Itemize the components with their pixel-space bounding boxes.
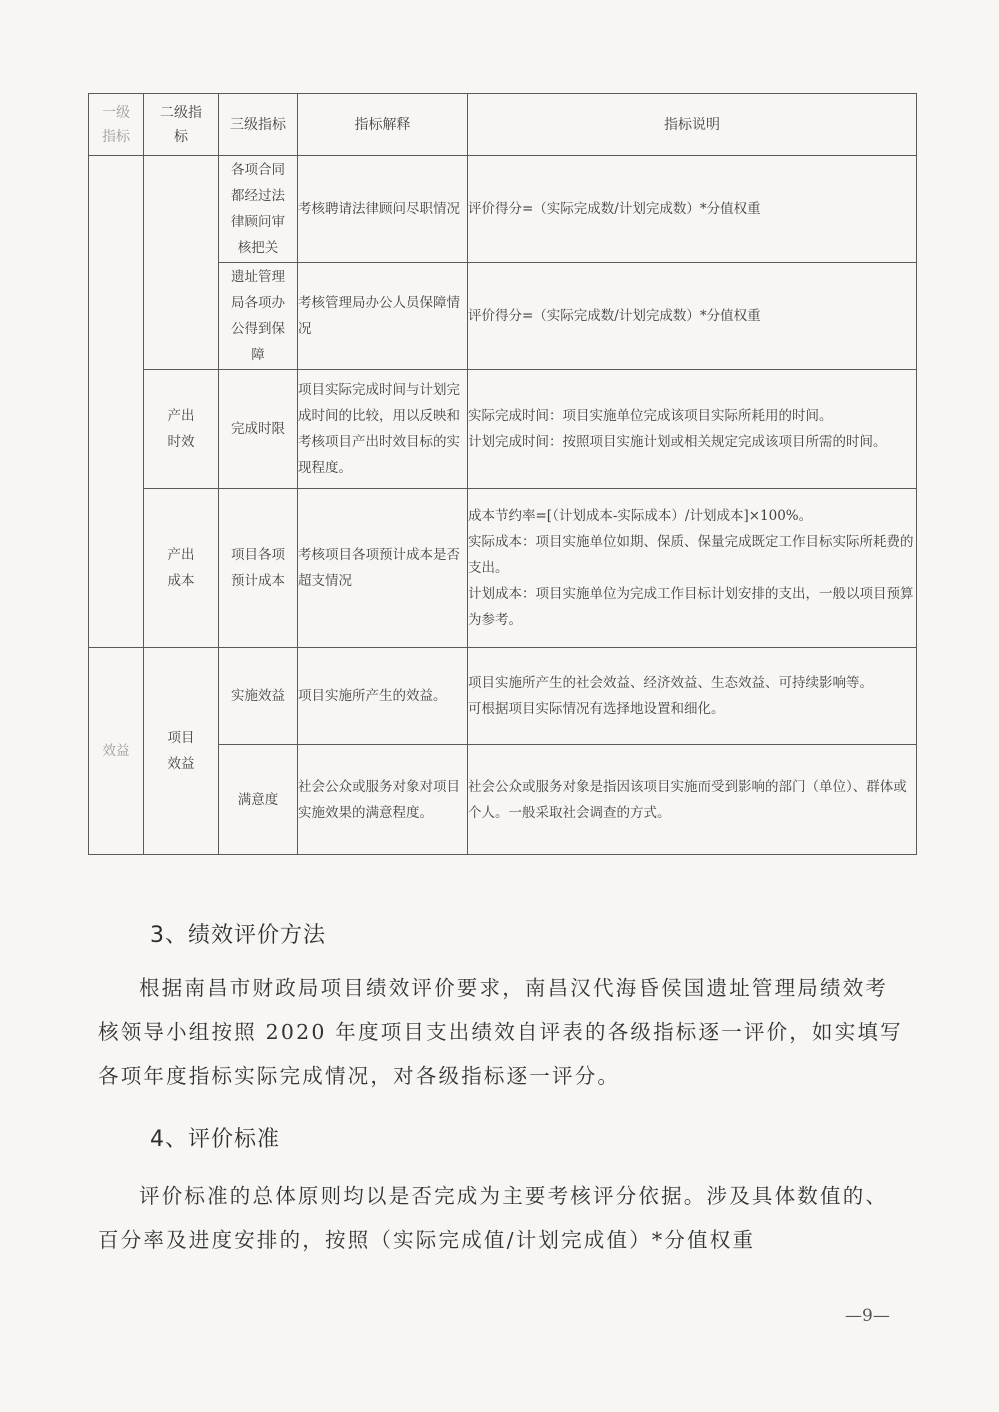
explanation-cell: 社会公众或服务对象对项目实施效果的满意程度。 [298,745,468,855]
header-description: 指标说明 [468,94,917,156]
header-level3: 三级指标 [219,94,298,156]
header-explanation: 指标解释 [298,94,468,156]
explanation-cell: 考核管理局办公人员保障情况 [298,263,468,370]
page-number: —9— [845,1306,890,1326]
explanation-cell: 考核聘请法律顾问尽职情况 [298,156,468,263]
description-cell: 成本节约率=[（计划成本-实际成本）/计划成本]×100%。 实际成本：项目实施单位如期、保质、保量完成既定工作目标实际所耗费的支出。 计划成本：项目实施单位为完成工作目标计划安排的支出，一般以项目预算为参考。 [468,489,917,648]
level3-cell: 完成时限 [219,370,298,489]
section3-heading: 3、绩效评价方法 [150,923,326,948]
section4-heading: 4、评价标准 [150,1127,280,1152]
table-row [89,370,917,489]
explanation-cell: 考核项目各项预计成本是否超支情况 [298,489,468,648]
description-cell: 实际完成时间：项目实施单位完成该项目实际所耗用的时间。 计划完成时间：按照项目实施计划或相关规定完成该项目所需的时间。 [468,370,917,489]
level3-cell: 满意度 [219,745,298,855]
level3-cell: 实施效益 [219,648,298,745]
level3-cell: 项目各项预计成本 [219,489,298,648]
indicator-table [88,93,917,855]
header-level1: 一级指标 [89,94,144,156]
level1-cell: 效益 [89,648,144,855]
level3-cell: 各项合同 都经过法 律顾问审 核把关 [219,156,298,263]
description-cell: 评价得分=（实际完成数/计划完成数）*分值权重 [468,156,917,263]
section3-paragraph: 根据南昌市财政局项目绩效评价要求，南昌汉代海昏侯国遗址管理局绩效考核领导小组按照 2020 年度项目支出绩效自评表的各级指标逐一评价，如实填写各项年度指标实际完成情况，对各级指标逐一评分。 [98,976,903,1088]
table-row [89,489,917,648]
level2-cell: 产出时效 [144,370,219,489]
table-row [89,648,917,745]
explanation-cell: 项目实施所产生的效益。 [298,648,468,745]
section4-paragraph: 评价标准的总体原则均以是否完成为主要考核评分依据。涉及具体数值的、百分率及进度安排的，按照（实际完成值/计划完成值）*分值权重 [98,1184,889,1252]
description-cell: 社会公众或服务对象是指因该项目实施而受到影响的部门（单位）、群体或个人。一般采取社会调查的方式。 [468,745,917,855]
level2-cell: 项目效益 [144,648,219,855]
description-cell: 评价得分=（实际完成数/计划完成数）*分值权重 [468,263,917,370]
level2-cell-empty [144,156,219,370]
table-header-row [89,94,917,156]
explanation-cell: 项目实际完成时间与计划完成时间的比较，用以反映和考核项目产出时效目标的实现程度。 [298,370,468,489]
description-cell: 项目实施所产生的社会效益、经济效益、生态效益、可持续影响等。 可根据项目实际情况有选择地设置和细化。 [468,648,917,745]
level3-cell: 遗址管理 局各项办 公得到保 障 [219,263,298,370]
level2-cell: 产出成本 [144,489,219,648]
level1-cell-empty [89,156,144,648]
header-level2: 二级指标 [144,94,219,156]
table-row [89,156,917,263]
